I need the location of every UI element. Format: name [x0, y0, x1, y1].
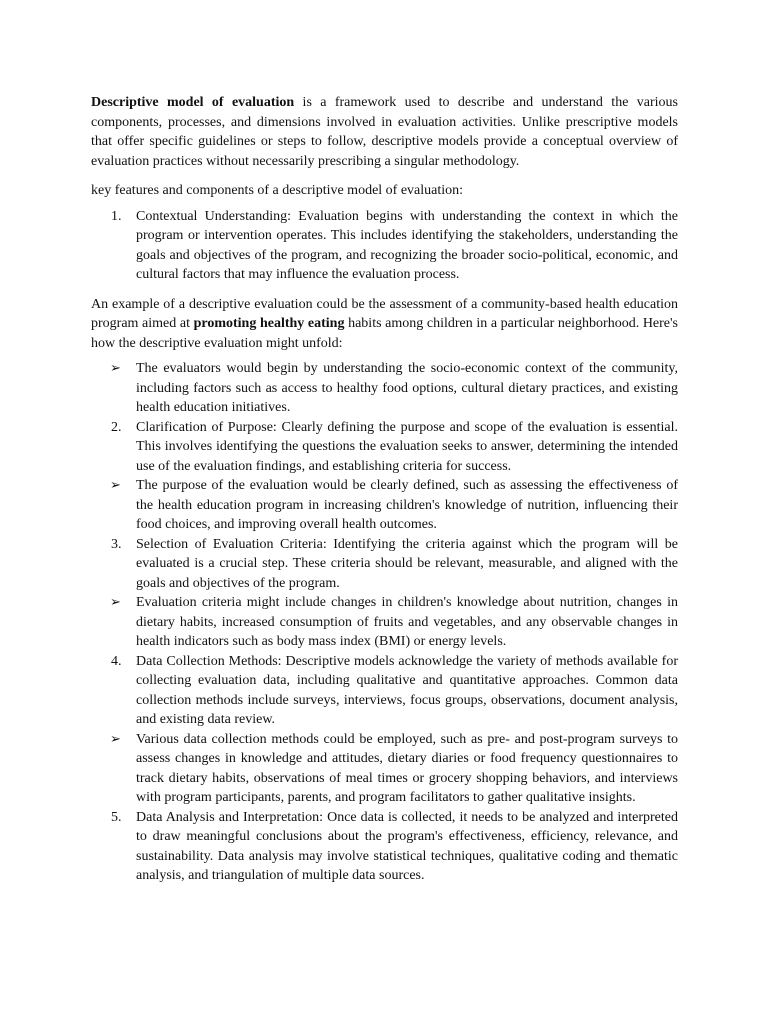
list-number: 5.	[111, 809, 122, 825]
arrow-bullet-icon: ➢	[110, 731, 121, 747]
example-emphasis: promoting healthy eating	[193, 316, 345, 331]
arrow-bullet-icon: ➢	[110, 595, 121, 610]
list-item	[91, 652, 678, 730]
arrow-bullet-icon: ➢	[110, 478, 121, 493]
list-number: 4.	[111, 653, 122, 669]
example-paragraph	[91, 295, 678, 354]
list-item	[91, 418, 678, 477]
list-item	[91, 593, 678, 652]
list-item	[91, 730, 678, 808]
list-item-text: Clarification of Purpose: Clearly defining the purpose and scope of the evaluation is essential. This involves identifying the questions the evaluation seeks to answer, determining the intended use of the evaluation findings, and establishing criteria for success.	[136, 419, 678, 474]
features-heading: key features and components of a descriptive model of evaluation:	[91, 183, 464, 198]
intro-lead-term: Descriptive model of evaluation	[91, 95, 295, 110]
list-item	[91, 207, 678, 285]
list-number: 2.	[111, 419, 122, 435]
list-item-text: Data Analysis and Interpretation: Once data is collected, it needs to be analyzed and interpreted to draw meaningful conclusions about the program's effectiveness, efficiency, relevance, and sustainability. Data analysis may involve statistical techniques, qualitative coding and thematic analysis, and triangulation of multiple data sources.	[136, 809, 678, 883]
list-item-text: Contextual Understanding: Evaluation begins with understanding the context in which the program or intervention operates. This includes identifying the stakeholders, understanding the goals and objectives of the program, and recognizing the broader socio-political, economic, and cultural factors that may influence the evaluation process.	[136, 208, 678, 282]
list-item-text: Evaluation criteria might include changes in children's knowledge about nutrition, changes in dietary habits, increased consumption of fruits and vegetables, and any observable changes in health indicators such as body mass index (BMI) or energy levels.	[136, 595, 678, 649]
intro-text: is a framework used to describe and understand the various components, processes, and dimensions involved in evaluation activities. Unlike prescriptive models that offer specific guidelines or steps to follow, descriptive models provide a conceptual overview of evaluation practices without necessarily prescribing a singular methodology.	[91, 95, 678, 169]
document-body	[91, 93, 678, 886]
intro-paragraph	[91, 93, 678, 171]
example-text-start: An example of a descriptive evaluation could be the assessment of a community-based health education program aimed at	[91, 296, 678, 331]
list-item-text: The purpose of the evaluation would be clearly defined, such as assessing the effectiveness of the health education program in increasing children's knowledge of nutrition, influencing their food choices, and improving overall health outcomes.	[136, 478, 678, 532]
list-number: 3.	[111, 536, 122, 552]
list-number: 1.	[111, 208, 122, 224]
list-item	[91, 535, 678, 594]
list-item-text: The evaluators would begin by understanding the socio-economic context of the community, including factors such as access to healthy food options, cultural dietary practices, and existing health education initiatives.	[136, 361, 678, 415]
example-text-end: habits among children in a particular neighborhood. Here's how the descriptive evaluation might unfold:	[91, 316, 678, 351]
list-item-text: Selection of Evaluation Criteria: Identifying the criteria against which the program will be evaluated is a crucial step. These criteria should be relevant, measurable, and aligned with the goals and objectives of the program.	[136, 536, 678, 591]
list-item	[91, 476, 678, 535]
list-item-text: Various data collection methods could be employed, such as pre- and post-program surveys to assess changes in knowledge and attitudes, dietary diaries or food frequency questionnaires to track dietary habits, observations of meal times or grocery shopping behaviors, and interviews with program participants, parents, and program facilitators to gather qualitative insights.	[136, 731, 678, 805]
features-list	[91, 207, 678, 285]
steps-list	[91, 359, 678, 886]
list-item	[91, 359, 678, 418]
list-item	[91, 808, 678, 886]
arrow-bullet-icon: ➢	[110, 361, 121, 376]
list-item-text: Data Collection Methods: Descriptive models acknowledge the variety of methods available for collecting evaluation data, including qualitative and quantitative approaches. Common data collection methods include surveys, interviews, focus groups, observations, document analysis, and existing data review.	[136, 653, 678, 727]
